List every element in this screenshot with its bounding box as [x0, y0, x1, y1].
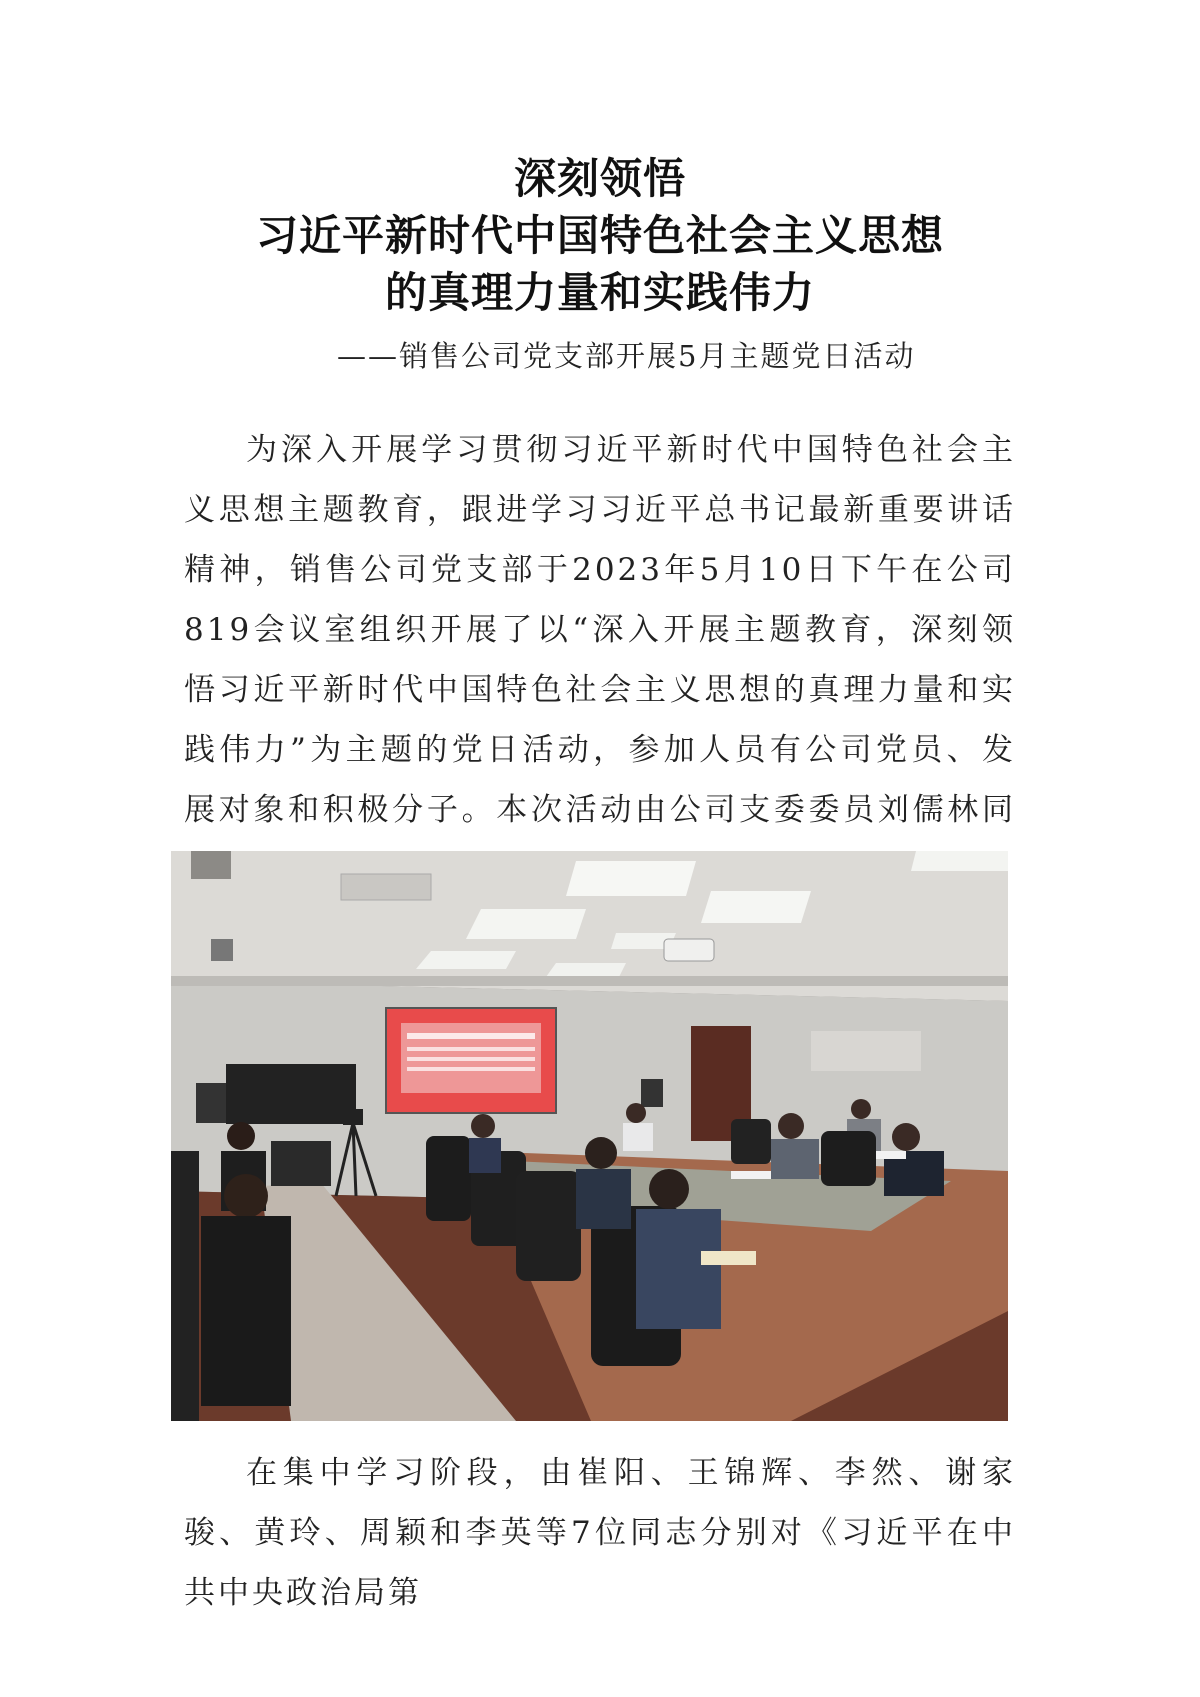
title-line-2: 习近平新时代中国特色社会主义思想: [255, 211, 944, 260]
meeting-photo-illustration: [171, 851, 1008, 1421]
title-line-1: 深刻领悟: [513, 154, 686, 203]
meeting-room-photo: [171, 851, 1008, 1421]
paragraph-study: 在集中学习阶段，由崔阳、王锦辉、李然、谢家骏、黄玲、周颖和李英等7位同志分别对《习近平在中共中央政治局第: [184, 1455, 1016, 1611]
paragraph-intro: 为深入开展学习贯彻习近平新时代中国特色社会主义思想主题教育，跟进学习习近平总书记最新重要讲话精神，销售公司党支部于2023年5月10日下午在公司819会议室组织开展了以“深入开展主题教育，深刻领悟习近平新时代中国特色社会主义思想的真理力量和实践伟力”为主题的党日活动，参加人员有公司党员、发展对象和积极分子。本次活动由公司支委委员刘儒林同: [184, 432, 1016, 828]
article-subtitle: ——销售公司党支部开展5月主题党日活动: [337, 339, 916, 373]
title-line-3: 的真理力量和实践伟力: [384, 268, 815, 317]
